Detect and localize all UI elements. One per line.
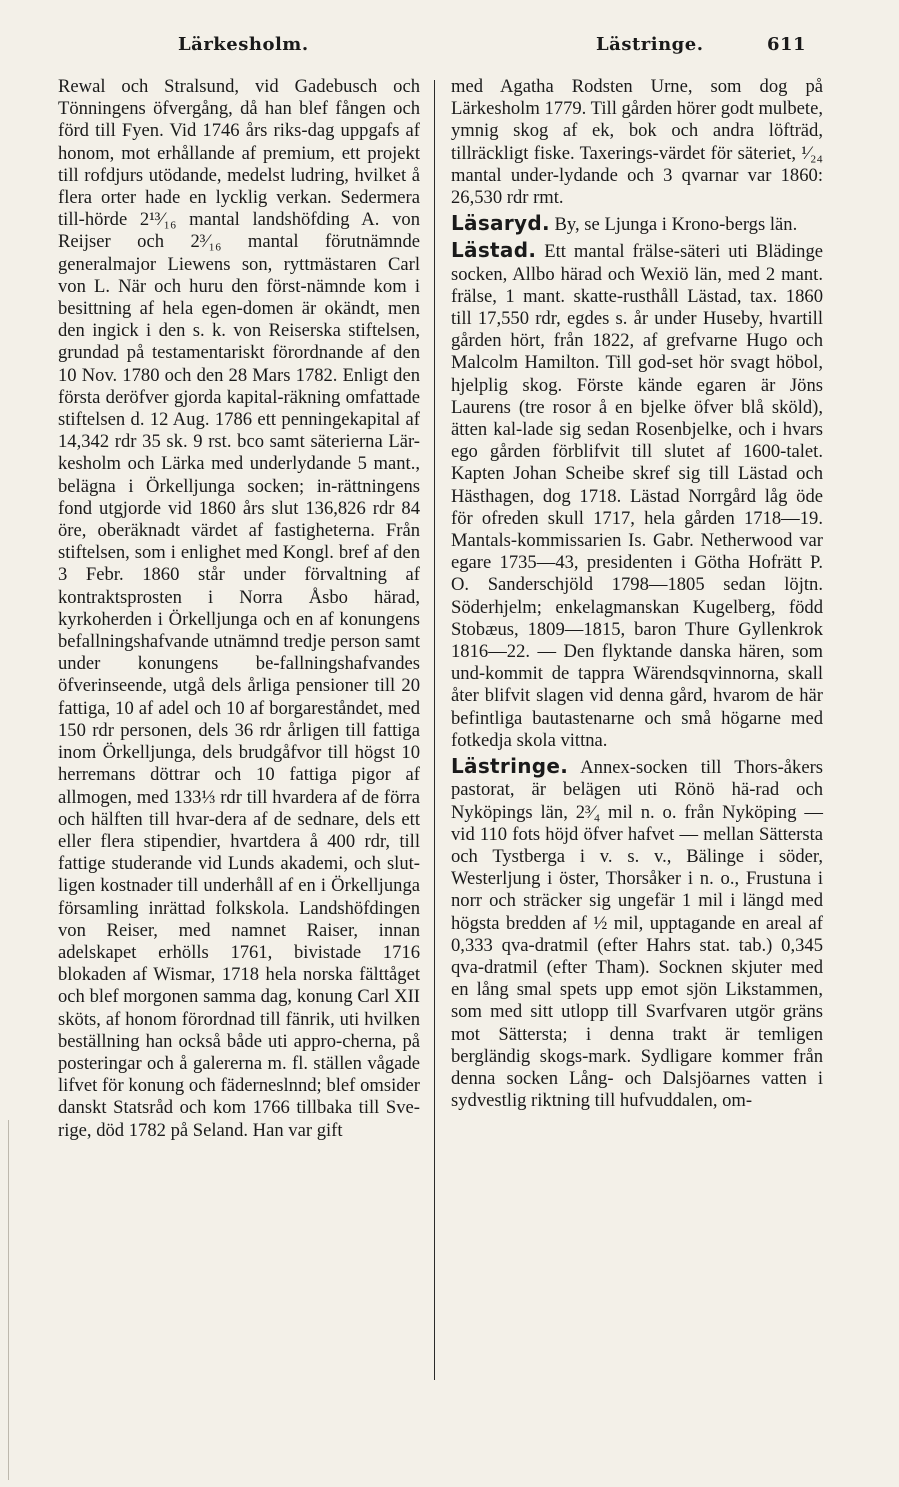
entry-lastringe	[451, 755, 823, 1112]
entry-keyword: Läsaryd.	[451, 211, 550, 236]
right-column	[451, 76, 823, 1112]
entry-text: Annex-socken till Thors-åkers pastorat, är belägen uti Rönö hä-rad och Nyköpings län, 2³⁄₄ mil n. o. från Nyköping — vid 110 fots höjd öfver hafvet — mellan Sättersta och Tystberga i v. s. v., Bälinge i söder, Westerljung i öster, Thorsåker i n. o., Frustuna i norr och sträcker sig ungefär 1 mil i längd med högsta bredden af ½ mil, upptagande en areal af 0,333 qva-dratmil (efter Hahrs stat. tab.) 0,345 qva-dratmil (efter Tham). Socknen skjuter med en lång smal spets upp emot sjön Likstammen, som med sitt utlopp till Svarfvaren utgör gräns mot Sättersta; i denna trakt är temligen bergländig skogs-mark. Sydligare kommer från denna socken Lång- och Dalsjöarnes vatten i sydvestlig riktning till hufvuddalen, om-	[451, 757, 823, 1112]
entry-keyword: Lästringe.	[451, 754, 569, 779]
entry-text: Ett mantal frälse-säteri uti Blädinge socken, Allbo härad och Wexiö län, med 2 mant. frälse, 1 mant. skatte-rusthåll Lästad, tax. 1860 till 17,550 rdr, egdes s. år under Huseby, hvartill gården hört, från 1822, af grefvarne Hugo och Malcolm Hamilton. Till god-set hör svagt höbol, hjelplig skog. Förste kände egaren är Jöns Laurens (tre rosor å en bjelke öfver blå sköld), ätten kal-lade sig sedan Rosenbjelke, och i hvars ego gården förblifvit till slutet af 1600-talet. Kapten Johan Scheibe skref sig till Lästad och Hästhagen, dog 1718. Lästad Norrgård låg öde för ofreden skull 1717, hela gården 1718—19. Mantals-kommissarien Is. Gabr. Netherwood var egare 1735—43, presidenten i Götha Hofrätt P. O. Sanderschjöld 1798—1805 sedan löjtn. Söderhjelm; enkelagmanskan Kugelberg, född Stobæus, 1809—1815, baron Thure Gyllenkrok 1816—22. — Den flyktande danska hären, som und-kommit de tappra Wärendsqvinnorna, skall åter blifvit slagen vid denna gård, hvarom de här befintliga bautastenarne och små högarne med fotkedja skola vittna.	[451, 241, 823, 751]
running-header-center: Lästringe.	[596, 34, 704, 55]
entry-lastad	[451, 239, 823, 752]
running-header-left: Lärkesholm.	[178, 34, 309, 55]
left-column-text: Rewal och Stralsund, vid Gadebusch och Tönningens öfvergång, då han blef fången och förd till Fyen. Vid 1746 års riks-dag uppgafs af honom, mot erhållande af premium, ett projekt till rofdjurs utödande, medelst ludring, hvilket å flera orter hade en lycklig verkan. Sedermera till-hörde 2¹³⁄₁₆ mantal landshöfding A. von Reijser och 2³⁄₁₆ mantal förutnämnde generalmajor Liewens son, ryttmästaren Carl von L. När och huru den först-nämnde kom i besittning af hela egen-domen är okändt, men den ingick i den s. k. von Reiserska stiftelsen, grundad på testamentariskt förordnande af den 10 Nov. 1780 och den 28 Mars 1782. Enligt den första deröfver gjorda kapital-räkning omfattade stiftelsen d. 12 Aug. 1786 ett penningekapital af 14,342 rdr 35 sk. 9 rst. bco samt säterierna Lär-kesholm och Lärka med underlydande 5 mant., belägna i Örkelljunga socken; in-rättningens fond utgjorde vid 1860 års slut 136,826 rdr 84 öre, oberäknadt värdet af fastigheterna. Från stiftelsen, som i enlighet med Kongl. bref af den 3 Febr. 1860 står under förvaltning af kontraktsprosten i Norra Åsbo härad, kyrkoherden i Örkelljunga och en af konungens befallningshafvande utnämnd tredje person samt under konungens be-fallningshafvandes öfverinseende, utgå dels årliga pensioner till 20 fattiga, 10 af adel och 10 af borgareståndet, med 150 rdr personen, dels 36 rdr årligen till fattiga inom Örkelljunga, dels brudgåfvor till högst 10 herremans döttrar och 10 fattiga pigor af allmogen, med 133⅓ rdr till hvardera af de förra och hälften till hvar-dera af de sednare, dels ett eller flera stipendier, hvartdera å 400 rdr, till fattige studerande vid Lunds akademi, och slut-ligen kostnader till underhåll af en i Örkelljunga församling inrättad folkskola. Landshöfdingen von Reiser, med namnet Raiser, innan adelskapet erhölls 1761, bivistade 1716 blokaden af Wismar, 1718 hela norska fälttåget och blef morgonen samma dag, konung Carl XII sköts, af honom förordnad till fänrik, uti hvilken beställning han också både uti appro-cherna, på posteringar och å galererna m. fl. ställen vågade lifvet för konung och fäderneslnnd; blef omsider danskt Statsråd och kom 1766 tillbaka till Sve-rige, död 1782 på Seland. Han var gift	[58, 76, 420, 1141]
page-edge-line	[8, 1120, 9, 1480]
right-column-intro: med Agatha Rodsten Urne, som dog på Lärkesholm 1779. Till gården hörer godt mulbete, ymnig skog af ek, bok och andra löfträd, tillräckligt fiske. Taxerings-värdet för säteriet, ¹⁄₂₄ mantal under-lydande och 3 qvarnar var 1860: 26,530 rdr rmt.	[451, 76, 823, 209]
entry-text: By, se Ljunga i Krono-bergs län.	[554, 214, 798, 236]
left-column	[58, 76, 420, 1142]
entry-lasaryd	[451, 212, 823, 236]
entry-keyword: Lästad.	[451, 238, 537, 263]
page-number: 611	[767, 34, 807, 55]
column-divider	[434, 80, 435, 1380]
